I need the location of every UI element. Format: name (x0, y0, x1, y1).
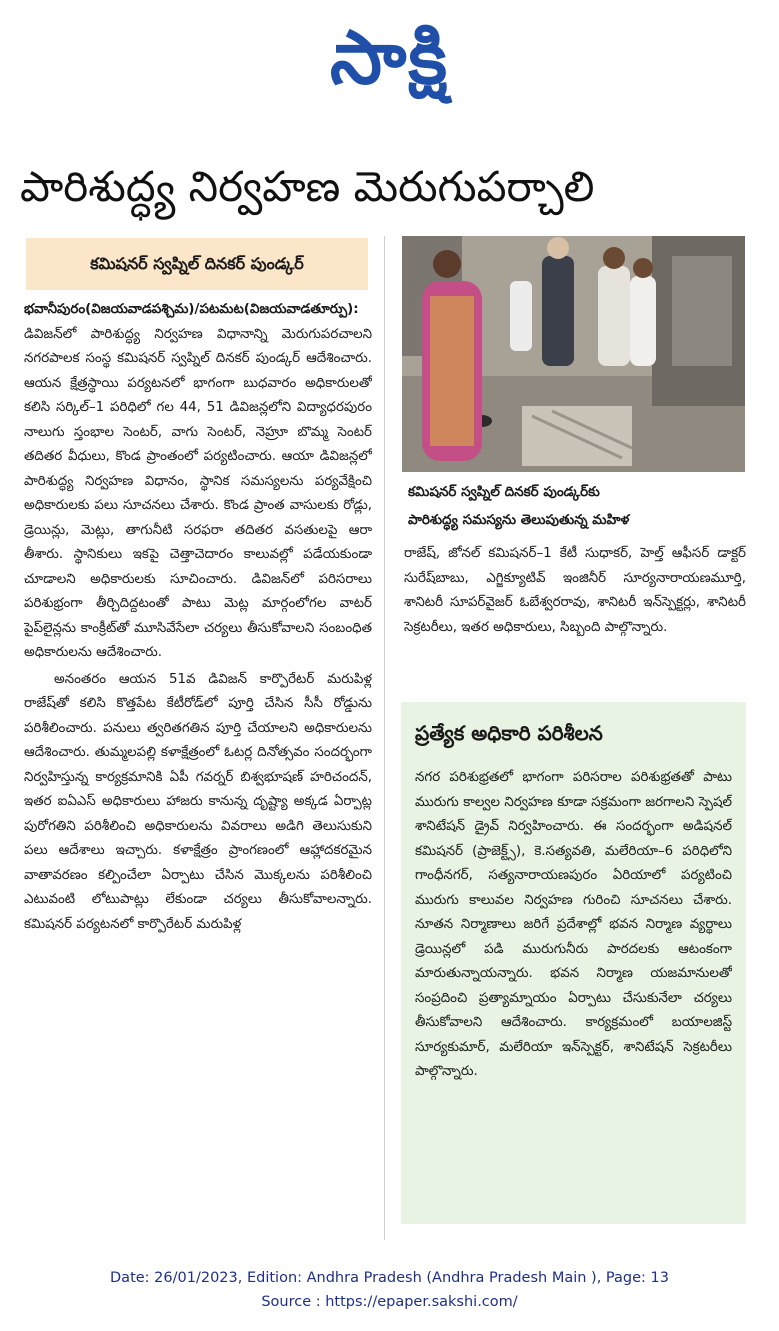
article-byline: కమిషనర్ స్వప్నిల్ దినకర్ పుండ్కర్ (26, 238, 368, 290)
article-photo (402, 236, 745, 472)
article-headline: పారిశుద్ధ్య నిర్వహణ మెరుగుపర్చాలి (20, 162, 595, 211)
article-continuation: రాజేష్, జోనల్ కమిషనర్–1 కేటీ సుధాకర్, హెల్త్ ఆఫీసర్ డాక్టర్ సురేష్‌బాబు, ఎగ్జిక్యూటివ్ ఇంజినీర్ సూర్యనారాయణమూర్తి, శానిటరీ సూపర్‌వైజర్ ఓబేశ్వరరావు, శానిటరీ ఇన్‌స్పెక్టర్లు, శానిటరీ సెక్రటరీలు, ఇతర అధికారులు, సిబ్బంది పాల్గొన్నారు. (404, 546, 746, 635)
article-paragraph-2: అనంతరం ఆయన 51వ డివిజన్ కార్పొరేటర్ మరుపిళ్ల రాజేష్‌తో కలిసి కొత్తపేట కేటీరోడ్‌లో పూర్తి చేసిన సీసీ రోడ్డును పరిశీలించారు. పనులు త్వరితగతిన పూర్తి చేయాలని అధికారులను ఆదేశించారు. తుమ్మలపల్లి కళాక్షేత్రంలో ఓటర్ల దినోత్సవం సందర్భంగా నిర్వహిస్తున్న కార్యక్రమానికి ఏపీ గవర్నర్ బిశ్వభూషణ్ హరిచందన్, ఇతర ఐఏఎస్ అధికారులు హాజరు కానున్న దృష్ట్యా అక్కడ ఏర్పాట్ల పురోగతిని పరిశీలించి అధికారులను వివరాలు అడిగి తెలుసుకుని పలు ఆదేశాలు ఇచ్చారు. కళాక్షేత్రం ప్రాంగణంలో ఆహ్లాదకరమైన వాతావరణం కల్పించేలా ఏర్పాటు చేసిన మొక్కలను పరిశీలించి ఎటువంటి లోటుపాట్లు లేకుండా చర్యలు తీసుకోవాలన్నారు. కమిషనర్ పర్యటనలో కార్పొరేటర్ మరుపిళ్ల (24, 671, 372, 932)
photo-caption (402, 478, 745, 538)
masthead (0, 8, 779, 108)
sidebar-body (415, 766, 732, 1206)
article-paragraph-1-text: డివిజన్‌లో పారిశుద్ధ్య నిర్వహణ విధానాన్ని మెరుగుపరచాలని నగరపాలక సంస్థ కమిషనర్ స్వప్నిల్ దినకర్ పుండ్కర్ ఆదేశించారు. ఆయన క్షేత్రస్థాయి పర్యటనలో భాగంగా బుధవారం అధికారులతో కలిసి సర్కిల్–1 పరిధిలో గల 44, 51 డివిజన్లలోని విద్యాధరపురం నాలుగు స్తంభాల సెంటర్, వాగు సెంటర్, నెహ్రూ బొమ్మ సెంటర్ తదితర వీధులు, కొండ ప్రాంతంలో పర్యటించారు. ఆయా డివిజన్లలో పారిశుద్ధ్య నిర్వహణ విధానం, స్థానిక సమస్యలను పర్యవేక్షించి అధికారులకు పలు సూచనలు చేశారు. కొండ ప్రాంత వాసులకు రోడ్లు, డ్రెయిన్లు, మెట్లు, తాగునీటి సరఫరా తదితర వసతులపై ఆరా తీశారు. స్థానికులు ఇకపై చెత్తాచెదారం కాలువల్లో పడేయకుండా చూడాలని అధికారులకు సూచించారు. డివిజన్‌లో పరిసరాలు పరిశుభ్రంగా తీర్చిదిద్దటంతో పాటు మెట్ల మార్గంలోగల వాటర్ పైప్‌లైన్లను కాంక్రీట్‌తో మూసివేసేలా చర్యలు తీసుకోవాలని సంబంధిత అధికారులను ఆదేశించారు. (24, 326, 372, 660)
article-body-right (404, 542, 746, 692)
photo-caption-line-2: పారిశుద్ధ్య సమస్యను తెలుపుతున్న మహిళ (408, 512, 630, 528)
article-dateline: భవానీపురం(విజయవాడపశ్చిమ)/పటమట(విజయవాడతూర్పు): (24, 302, 359, 317)
page-footer (0, 1266, 779, 1316)
photo-caption-line-1: కమిషనర్ స్వప్నిల్ దినకర్ పుండ్కర్‌కు (408, 484, 600, 500)
sidebar-box (401, 702, 746, 1224)
photo-illustration (402, 236, 745, 472)
sidebar-paragraph: నగర పరిశుభ్రతలో భాగంగా పరిసరాల పరిశుభ్రతతో పాటు మురుగు కాల్వల నిర్వహణ కూడా సక్రమంగా జరగాలని స్పెషల్ శానిటేషన్ డ్రైవ్ నిర్వహించారు. ఈ సందర్భంగా అడిషనల్ కమిషనర్ (ప్రాజెక్ట్స్), కె.సత్యవతి, మలేరియా–6 పరిధిలోని గాంధీనగర్, సత్యనారాయణపురం ఏరియాలో పర్యటించి మురుగు కాలువల నిర్వహణ గురించి సూచనలు చేశారు. నూతన నిర్మాణాలు జరిగే ప్రదేశాల్లో భవన నిర్మాణ వ్యర్థాలు డ్రెయిన్లలో పడి మురుగునీరు పారదలకు ఆటంకంగా మారుతున్నాయన్నారు. భవన నిర్మాణ యజమానులతో సంప్రదించి ప్రత్యామ్నాయం ఏర్పాటు చేసుకునేలా చర్యలు తీసుకోవాలని ఆదేశించారు. కార్యక్రమంలో బయాలజిస్ట్ సూర్యకుమార్, మలేరియా ఇన్‌స్పెక్టర్, శానిటేషన్ సెక్రటరీలు పాల్గొన్నారు. (415, 770, 732, 1079)
sakshi-logo: సాక్షి (330, 15, 449, 101)
footer-edition-info: Date: 26/01/2023, Edition: Andhra Pradesh (Andhra Pradesh Main ), Page: 13 (110, 1270, 669, 1286)
column-divider (384, 236, 385, 1240)
sidebar-title: ప్రత్యేక అధికారి పరిశీలన (415, 721, 603, 745)
footer-source-link[interactable]: Source : https://epaper.sakshi.com/ (261, 1294, 518, 1310)
article-paragraph-1 (24, 298, 372, 666)
article-body-left (24, 298, 372, 1240)
